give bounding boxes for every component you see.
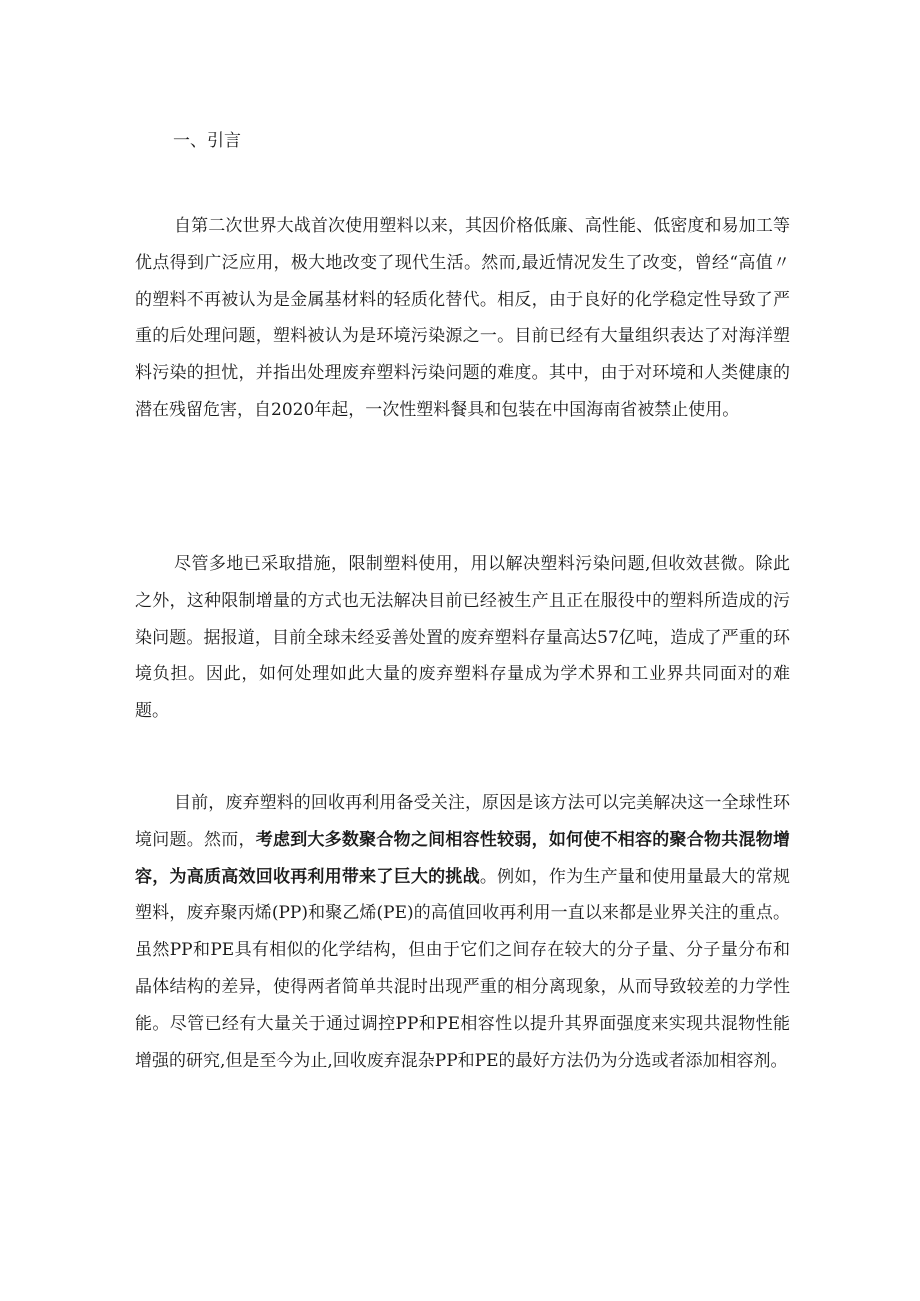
paragraph-1: 自第二次世界大战首次使用塑料以来，其因价格低廉、高性能、低密度和易加工等优点得到广泛应用，极大地改变了现代生活。然而,最近情况发生了改变，曾经“高值〃的塑料不再被认为是金属基材料的轻质化替代。相反，由于良好的化学稳定性导致了严重的后处理问题，塑料被认为是环境污染源之一。目前已经有大量组织表达了对海洋塑料污染的担忧，并指出处理废弃塑料污染问题的难度。其中，由于对环境和人类健康的潜在残留危害，自2020年起，一次性塑料餐具和包装在中国海南省被禁止使用。 <box>135 216 790 420</box>
paragraph-3-text-before: 目前，废弃塑料的回收再利用备受关注，原因是该方法可以完美解决这一全球性环境问题。然而， <box>135 793 790 850</box>
section-heading: 一、引言 <box>173 131 241 151</box>
paragraph-3-bold-text: 考虑到大多数聚合物之间相容性较弱，如何使不相容的聚合物共混物增容，为高质高效回收再利用带来了巨大的挑战 <box>135 829 790 887</box>
paragraph-3 <box>135 785 790 1079</box>
paragraph-2: 尽管多地已采取措施，限制塑料使用，用以解决塑料污染问题,但收效甚微。除此之外，这种限制增量的方式也无法解决目前已经被生产且正在服役中的塑料所造成的污染问题。据报道，目前全球未经妥善处置的废弃塑料存量高达57亿吨，造成了严重的环境负担。因此，如何处理如此大量的废弃塑料存量成为学术界和工业界共同面对的难题。 <box>135 554 790 722</box>
paragraph-3-text-after: 。例如，作为生产量和使用量最大的常规塑料，废弃聚丙烯(PP)和聚乙烯(PE)的高值回收再利用一直以来都是业界关注的重点。虽然PP和PE具有相似的化学结构，但由于它们之间存在较大的分子量、分子量分布和晶体结构的差异，使得两者简单共混时出现严重的相分离现象，从而导致较差的力学性能。尽管已经有大量关于通过调控PP和PE相容性以提升其界面强度来实现共混物性能增强的研究,但是至今为止,回收废弃混杂PP和PE的最好方法仍为分选或者添加相容剂。 <box>135 866 791 1071</box>
